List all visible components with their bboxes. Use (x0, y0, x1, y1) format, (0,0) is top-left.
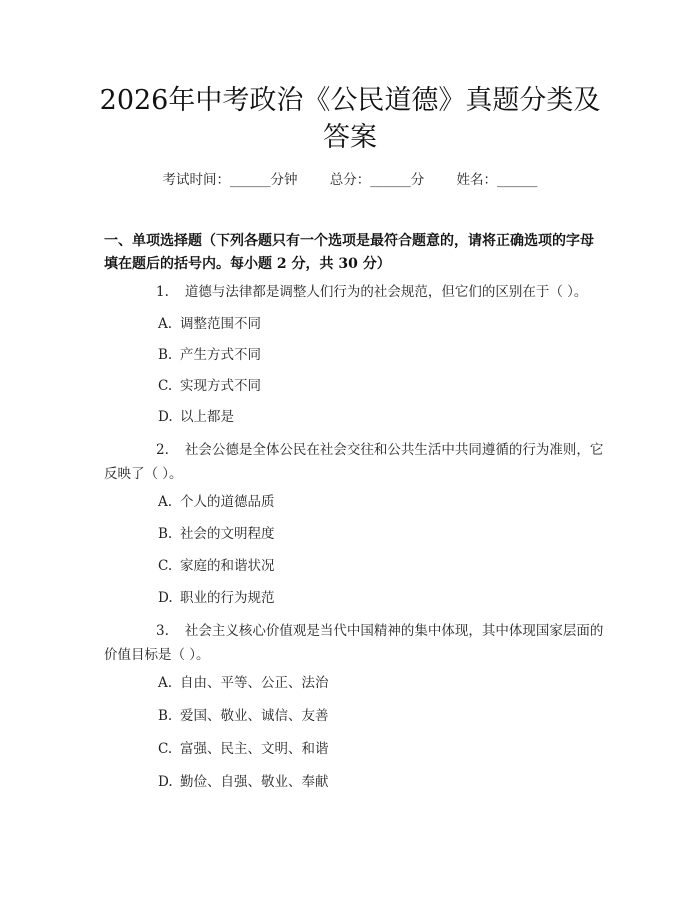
question-stem (104, 280, 604, 304)
exam-info-line (0, 168, 700, 188)
name-field: 姓名：______ (456, 172, 538, 188)
option-text: 职业的行为规范 (180, 590, 275, 606)
option-text: 产生方式不同 (180, 347, 261, 363)
option-a (158, 673, 598, 693)
option-letter: B. (158, 526, 173, 542)
option-text: 富强、民主、文明、和谐 (180, 741, 329, 757)
option-a (158, 492, 598, 512)
question-number: 3. (156, 623, 169, 639)
option-letter: A. (158, 494, 173, 510)
option-letter: C. (158, 741, 173, 757)
question-text: 社会公德是全体公民在社会交往和公共生活中共同遵循的行为准则，它反映了（ ）。 (104, 442, 604, 482)
option-c (158, 376, 598, 396)
option-letter: D. (158, 774, 173, 790)
option-text: 个人的道德品质 (180, 494, 275, 510)
question-number: 1. (156, 284, 169, 300)
option-d (158, 772, 598, 792)
option-d (158, 407, 598, 427)
option-letter: C. (158, 378, 173, 394)
option-letter: B. (158, 347, 173, 363)
document-title: 2026年中考政治《公民道德》真题分类及答案 (99, 85, 601, 153)
question-number: 2. (156, 442, 169, 458)
option-b (158, 524, 598, 544)
option-letter: D. (158, 409, 173, 425)
option-text: 调整范围不同 (180, 316, 261, 332)
option-text: 实现方式不同 (180, 378, 261, 394)
option-text: 爱国、敬业、诚信、友善 (180, 708, 329, 724)
question-text: 社会主义核心价值观是当代中国精神的集中体现，其中体现国家层面的价值目标是（ ）。 (104, 623, 604, 663)
option-letter: C. (158, 558, 173, 574)
total-score-field: 总分：______分 (329, 172, 425, 188)
option-letter: A. (158, 675, 173, 691)
option-text: 自由、平等、公正、法治 (180, 675, 329, 691)
exam-time-field: 考试时间：______分钟 (162, 172, 298, 188)
question-text: 道德与法律都是调整人们行为的社会规范，但它们的区别在于（ ）。 (184, 284, 588, 300)
section-heading: 一、单项选择题（下列各题只有一个选项是最符合题意的，请将正确选项的字母填在题后的括号内。每小题 2 分，共 30 分） (104, 233, 594, 272)
option-b (158, 345, 598, 365)
option-b (158, 706, 598, 726)
option-text: 家庭的和谐状况 (180, 558, 275, 574)
question-stem (104, 619, 604, 667)
option-text: 社会的文明程度 (180, 526, 275, 542)
option-c (158, 556, 598, 576)
option-letter: B. (158, 708, 173, 724)
option-text: 勤俭、自强、敬业、奉献 (180, 774, 329, 790)
question-stem (104, 438, 604, 486)
option-letter: A. (158, 316, 173, 332)
option-text: 以上都是 (180, 409, 234, 425)
option-a (158, 314, 598, 334)
option-d (158, 588, 598, 608)
option-letter: D. (158, 590, 173, 606)
option-c (158, 739, 598, 759)
